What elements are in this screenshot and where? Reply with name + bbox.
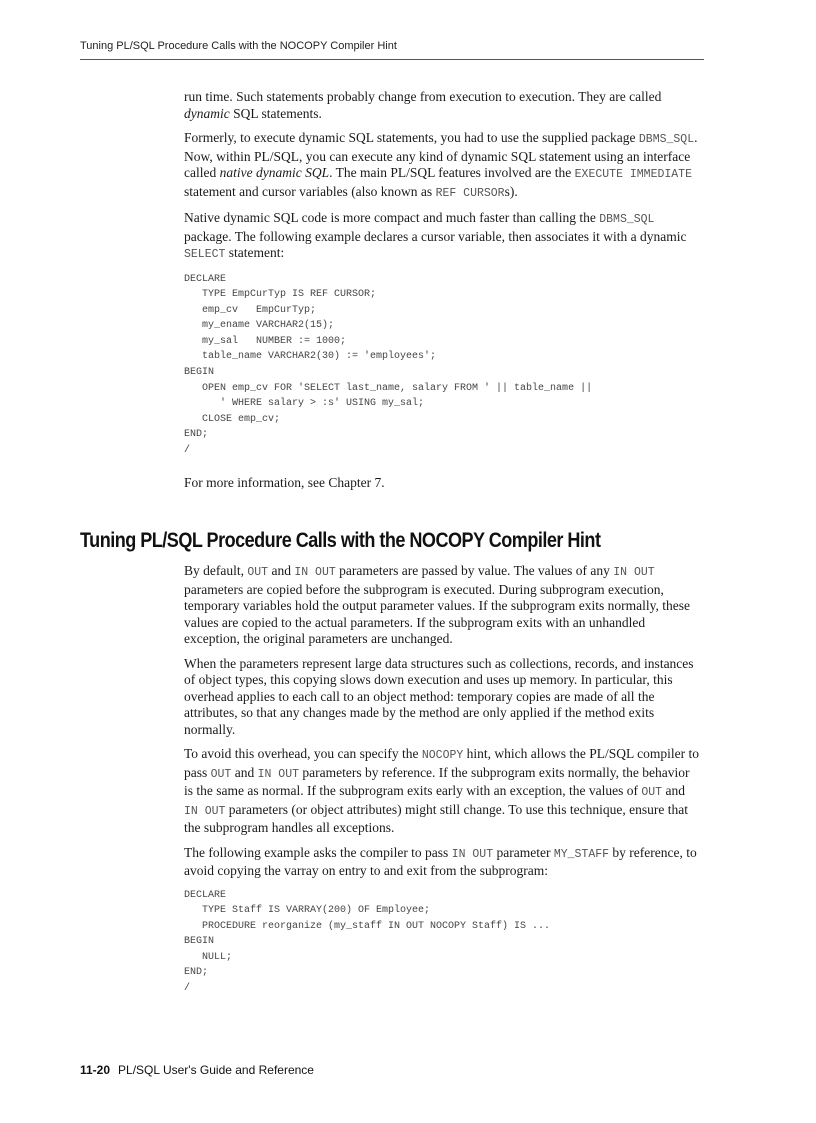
book-title: PL/SQL User's Guide and Reference	[118, 1063, 314, 1077]
header-rule	[80, 59, 704, 60]
paragraph: run time. Such statements probably change from execution to execution. They are called dynamic SQL statements.	[184, 89, 662, 121]
code-example-dynamic-sql: DECLARE TYPE EmpCurTyp IS REF CURSOR; emp_cv EmpCurTyp; my_ename VARCHAR2(15); my_sal NUMBER := 1000; table_name VARCHAR2(30) := 'employees'; BEGIN OPEN emp_cv FOR 'SELECT last_name, salary FROM ' || table_name || ' WHERE salary > :s' USING my_sal; CLOSE emp_cv; END; /	[184, 273, 593, 457]
paragraph: For more information, see Chapter 7.	[184, 474, 385, 490]
body-block-2	[184, 563, 699, 1005]
paragraph: When the parameters represent large data structures such as collections, records, and instances of object types, this copying slows down execution and uses up memory. In particular, this overhead applies to each call to an object method: temporary copies are made of all the attributes, so that any changes made by the method are only applied if the method exits normally.	[184, 655, 694, 737]
paragraph: To avoid this overhead, you can specify the NOCOPY hint, which allows the PL/SQL compiler to pass OUT and IN OUT parameters by reference. If the subprogram exits normally, the behavior is the same as normal. If the subprogram exits early with an exception, the values of OUT and IN OUT parameters (or object attributes) might still change. To use this technique, ensure that the subprogram handles all exceptions.	[184, 746, 700, 835]
code-example-nocopy: DECLARE TYPE Staff IS VARRAY(200) OF Employee; PROCEDURE reorganize (my_staff IN OUT NOCOPY Staff) IS ... BEGIN NULL; END; /	[184, 889, 551, 995]
body-block-1	[184, 89, 699, 499]
paragraph: Formerly, to execute dynamic SQL statements, you had to use the supplied package DBMS_SQL. Now, within PL/SQL, you can execute any kind of dynamic SQL statement using an interface called native dynamic SQL. The main PL/SQL features involved are the EXECUTE IMMEDIATE statement and cursor variables (also known as REF CURSORs).	[184, 130, 698, 200]
running-header: Tuning PL/SQL Procedure Calls with the NOCOPY Compiler Hint	[80, 40, 397, 52]
paragraph: By default, OUT and IN OUT parameters are passed by value. The values of any IN OUT parameters are copied before the subprogram is executed. During subprogram execution, temporary variables hold the output parameter values. If the subprogram exits normally, these values are copied to the actual parameters. If the subprogram exits with an unhandled exception, the original parameters are unchanged.	[184, 563, 690, 646]
section-heading: Tuning PL/SQL Procedure Calls with the NOCOPY Compiler Hint	[80, 529, 601, 552]
page-number: 11-20	[80, 1063, 111, 1077]
paragraph: Native dynamic SQL code is more compact and much faster than calling the DBMS_SQL package. The following example declares a cursor variable, then associates it with a dynamic SELECT statement:	[184, 210, 687, 261]
paragraph: The following example asks the compiler to pass IN OUT parameter MY_STAFF by reference, to avoid copying the varray on entry to and exit from the subprogram:	[184, 844, 697, 878]
page-footer	[80, 1063, 314, 1077]
